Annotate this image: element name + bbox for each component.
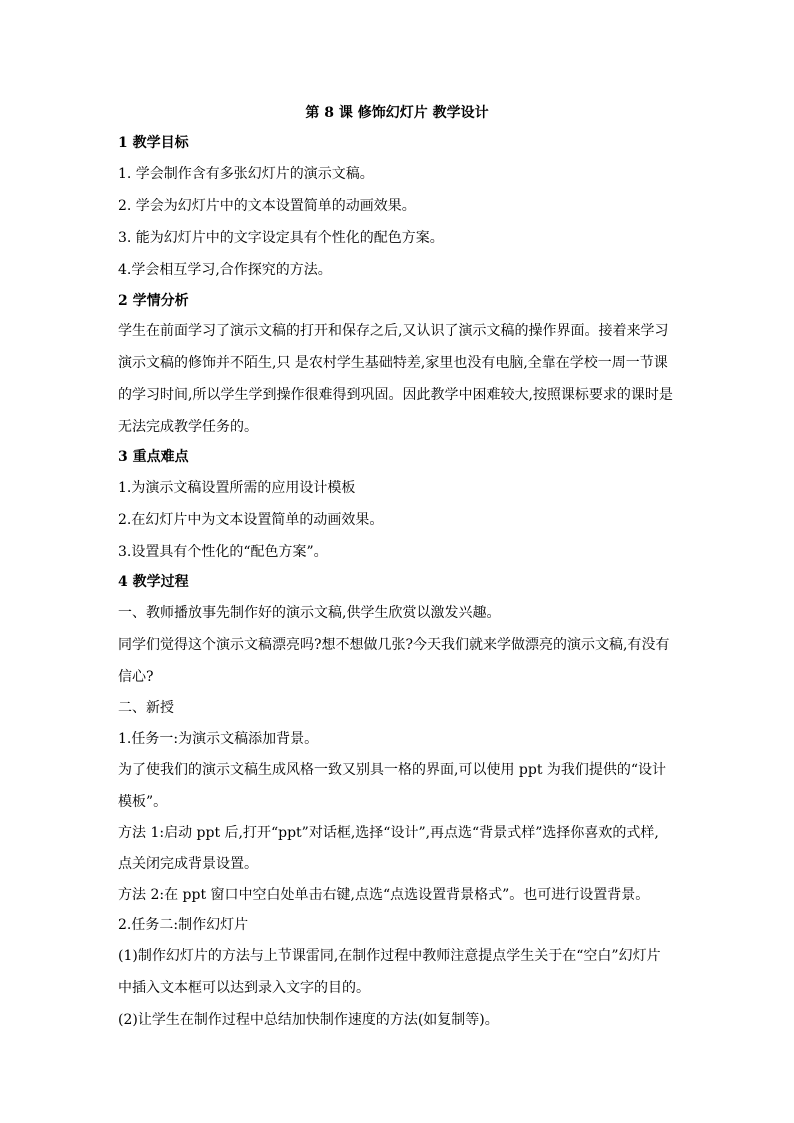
process-line-11: 2.任务二:制作幻灯片	[118, 917, 249, 933]
process-line-9: 点关闭完成背景设置。	[118, 856, 258, 872]
analysis-line-1: 学生在前面学习了演示文稿的打开和保存之后,又认识了演示文稿的操作界面。接着来学习	[118, 323, 669, 339]
process-line-4: 二、新授	[118, 700, 174, 716]
process-line-13: 中插入文本框可以达到录入文字的目的。	[118, 980, 370, 996]
analysis-line-2: 演示文稿的修饰并不陌生,只 是农村学生基础特差,家里也没有电脑,全靠在学校一周一节课	[118, 355, 668, 371]
process-line-1: 一、教师播放事先制作好的演示文稿,供学生欣赏以激发兴趣。	[118, 605, 501, 621]
objective-item-2: 2. 学会为幻灯片中的文本设置简单的动画效果。	[118, 198, 416, 214]
process-line-7: 模板”。	[118, 794, 168, 810]
analysis-line-3: 的学习时间,所以学生学到操作很难得到巩固。因此教学中困难较大,按照课标要求的课时是	[118, 387, 673, 403]
process-line-5: 1.任务一:为演示文稿添加背景。	[118, 731, 319, 747]
objective-item-1: 1. 学会制作含有多张幻灯片的演示文稿。	[118, 166, 374, 182]
objective-item-3: 3. 能为幻灯片中的文字设定具有个性化的配色方案。	[118, 230, 444, 246]
key-point-1: 1.为演示文稿设置所需的应用设计模板	[118, 480, 356, 496]
process-line-10: 方法 2:在 ppt 窗口中空白处单击右键,点选“点选设置背景格式”。也可进行设置背景。	[118, 887, 650, 903]
process-line-12: (1)制作幻灯片的方法与上节课雷同,在制作过程中教师注意提点学生关于在“空白”幻灯片	[118, 948, 661, 964]
analysis-line-4: 无法完成教学任务的。	[118, 419, 258, 435]
section-heading-analysis: 2 学情分析	[118, 293, 189, 309]
document-title: 第 8 课 修饰幻灯片 教学设计	[305, 105, 489, 121]
section-heading-key-points: 3 重点难点	[118, 449, 189, 465]
process-line-2: 同学们觉得这个演示文稿漂亮吗?想不想做几张?今天我们就来学做漂亮的演示文稿,有没有	[118, 637, 670, 653]
section-heading-process: 4 教学过程	[118, 574, 189, 590]
section-heading-objectives: 1 教学目标	[118, 135, 189, 151]
key-point-3: 3.设置具有个性化的“配色方案”。	[118, 544, 328, 560]
objective-item-4: 4.学会相互学习,合作探究的方法。	[118, 262, 332, 278]
process-line-8: 方法 1:启动 ppt 后,打开“ppt”对话框,选择“设计”,再点选“背景式样”选择你喜欢的式样,	[118, 825, 659, 841]
process-line-3: 信心?	[118, 669, 154, 685]
key-point-2: 2.在幻灯片中为文本设置简单的动画效果。	[118, 512, 384, 528]
process-line-6: 为了使我们的演示文稿生成风格一致又别具一格的界面,可以使用 ppt 为我们提供的“设计	[118, 762, 667, 778]
process-line-14: (2)让学生在制作过程中总结加快制作速度的方法(如复制等)。	[118, 1012, 499, 1028]
